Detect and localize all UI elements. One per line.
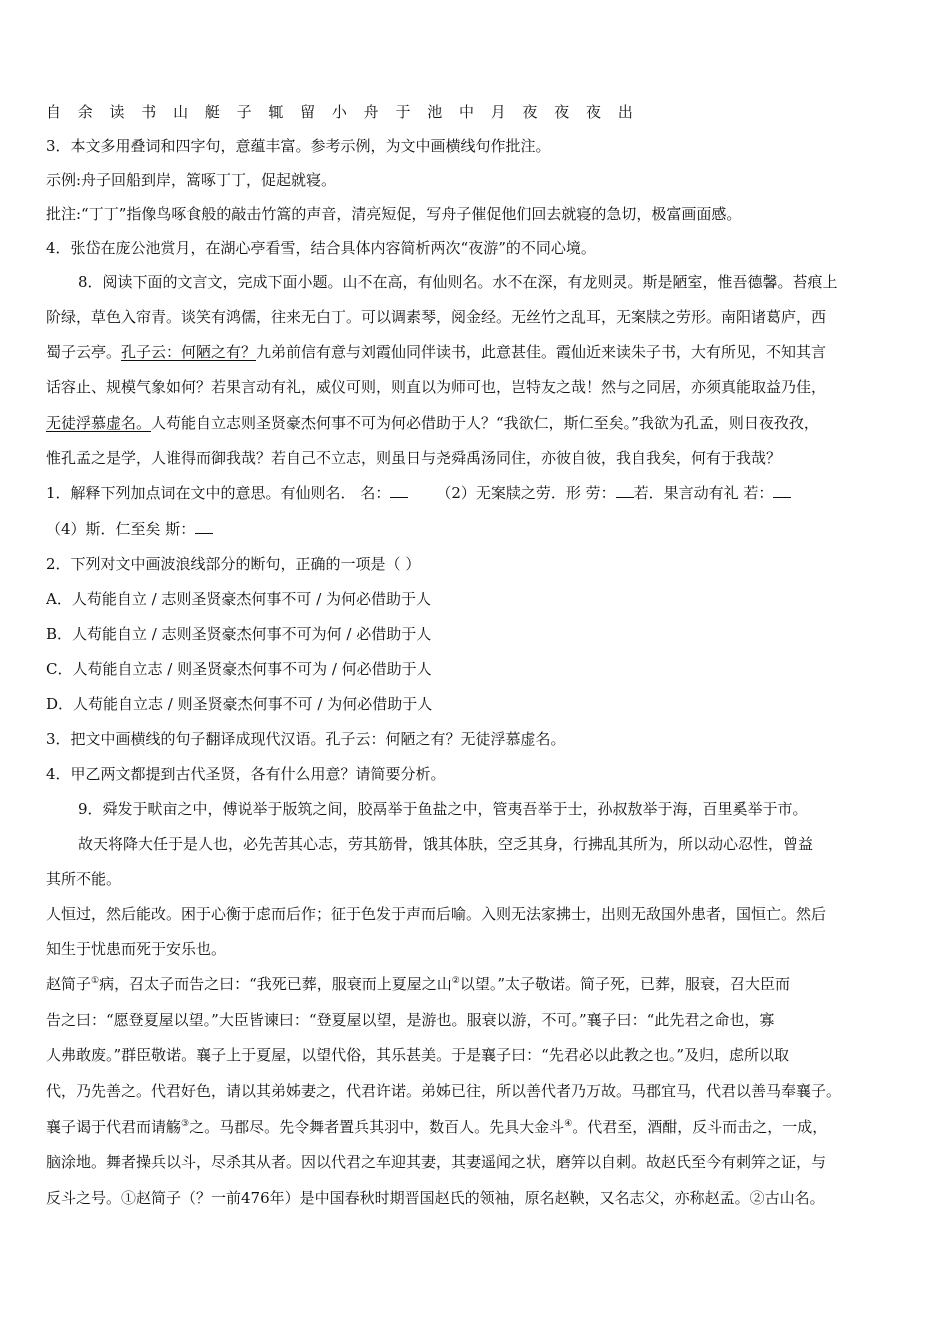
subquestion-3: 3．把文中画横线的句子翻译成现代汉语。孔子云：何陋之有？无徒浮慕虚名。 [46,730,566,748]
answer-blank [390,483,408,498]
passage-text: 襄子谒于代君而请觞 [46,1118,182,1136]
passage-8-line [46,412,908,434]
passage-text: 以望。”太子敬诺。简子死，已葬，服衰，召大臣而 [459,975,791,993]
passage-9-line: 人恒过，然后能改。困于心衡于虑而后作；征于色发于声而后喻。入则无法家拂士，出则无敌国外患者，国恒亡。然后 [46,905,827,923]
passage-10-line: 脑涂地。舞者操兵以斗，尽杀其从者。因以代君之车迎其妻，其妻遥闻之状，磨笄以自刺。故赵氏至今有刺笄之证，与 [46,1153,827,1171]
passage-text: 九弟前信有意与刘霞仙同伴读书，此意甚佳。霞仙近来读朱子书，大有所见，不知其言 [256,343,827,361]
passage-10-line: 代，乃先善之。代君好色，请以其弟姊妻之，代君许诺。弟姊已往，所以善代者乃万故。马郡宜马，代君以善马奉襄子。 [46,1082,842,1100]
subquestion-text: （2）无案牍之劳．形 劳： [436,484,616,502]
passage-10-line [46,973,908,995]
option-c: C．人苟能自立志 / 则圣贤豪杰何事不可为 / 何必借助于人 [46,660,432,678]
passage-8-line: 8．阅读下面的文言文，完成下面小题。山不在高，有仙则名。水不在深，有龙则灵。斯是陋室，惟吾德馨。苔痕上 [78,273,838,291]
question-4-prompt: 4．张岱在庞公池赏月，在湖心亭看雪，结合具体内容简析两次“夜游”的不同心境。 [46,239,596,257]
passage-10-line: 人弗敢废。”群臣敬诺。襄子上于夏屋，以望代俗，其乐甚美。于是襄子曰：“先君必以此教之也。”及归，虑所以取 [46,1046,790,1064]
passage-8-line: 话容止、规模气象如何？若果言动有礼，威仪可则，则直以为师可也，岂特友之哉！然与之同居，亦须真能取益乃佳， [46,378,827,396]
passage-text: 之。马郡尽。先令舞者置兵其羽中，数百人。先具大金斗 [189,1118,565,1136]
passage-8-line [46,341,908,363]
passage-text: 蜀子云亭。 [46,343,122,361]
passage-text: 。代君至，酒酣，反斗而击之，一成， [572,1118,828,1136]
subquestion-2: 2．下列对文中画波浪线部分的断句，正确的一项是（ ） [46,555,421,573]
question-3-prompt: 3．本文多用叠词和四字句，意蕴丰富。参考示例，为文中画横线句作批注。 [46,137,551,155]
option-a: A．人苟能自立 / 志则圣贤豪杰何事不可 / 为何必借助于人 [46,590,432,608]
option-b: B．人苟能自立 / 志则圣贤豪杰何事不可为何 / 必借助于人 [46,625,432,643]
footnote-line: 反斗之号。①赵简子（？一前476年）是中国春秋时期晋国赵氏的领袖，原名赵鞅，又名志父，亦称赵孟。②古山名。 [46,1189,825,1207]
annotation-sentence: 批注:“丁丁”指像鸟啄食般的敲击竹篙的声音，清亮短促，写舟子催促他们回去就寝的急切，极富画面感。 [46,205,742,223]
subquestion-text: （4）斯．仁至矣 斯： [46,520,196,538]
passage-10-line: 告之曰：“愿登夏屋以望。”大臣皆谏曰：“登夏屋以望，是游也。服衰以游，不可。”襄子曰：“此先君之命也，寡 [46,1011,775,1029]
subquestion-text: 若．果言动有礼 若： [633,484,774,502]
poem-line: 自 余 读 书 山 艇 子 辄 留 小 舟 于 池 中 月 夜 夜 夜 出 [46,103,639,121]
footnote-marker: ③ [181,1119,190,1129]
passage-text: 病，召太子而告之曰：“我死已葬，服衰而上夏屋之山 [99,975,452,993]
underlined-sentence: 无徒浮慕虚名。 [46,414,152,432]
answer-blank [616,483,634,498]
subquestion-4: 4．甲乙两文都提到古代圣贤，各有什么用意？请简要分析。 [46,765,446,783]
passage-9-line: 9．舜发于畎亩之中，傅说举于版筑之间，胶鬲举于鱼盐之中，管夷吾举于士，孙叔敖举于海，百里奚举于市。 [78,800,808,818]
passage-9-line: 其所不能。 [46,870,122,888]
passage-text: 赵简子 [46,975,92,993]
passage-8-line: 阶绿，草色入帘青。谈笑有鸿儒，往来无白丁。可以调素琴，阅金经。无丝竹之乱耳，无案牍之劳形。南阳诸葛庐，西 [46,308,827,326]
footnote-marker: ② [451,976,460,986]
footnote-marker: ① [91,976,100,986]
answer-blank [195,519,213,534]
passage-9-line: 故天将降大任于是人也，必先苦其心志，劳其筋骨，饿其体肤，空乏其身，行拂乱其所为，所以动心忍性，曾益 [78,835,814,853]
subquestion-1-part-4 [46,518,908,540]
passage-8-line: 惟孔孟之是学，人谁得而御我哉？若自己不立志，则虽日与尧舜禹汤同住，亦彼自彼，我自我矣，何有于我哉？ [46,449,782,467]
subquestion-1 [46,482,908,504]
passage-9-line: 知生于忧患而死于安乐也。 [46,940,227,958]
underlined-sentence: 孔子云：何陋之有？ [121,343,257,361]
footnote-marker: ④ [564,1119,573,1129]
passage-10-line [46,1116,908,1138]
option-d: D．人苟能自立志 / 则圣贤豪杰何事不可 / 为何必借助于人 [46,695,433,713]
passage-text: 人苟能自立志则圣贤豪杰何事不可为何必借助于人？“我欲仁，斯仁至矣。”我欲为孔孟，则日夜孜孜， [151,414,819,432]
answer-blank [773,483,791,498]
subquestion-text: 1．解释下列加点词在文中的意思。有仙则名． 名： [46,484,391,502]
example-sentence: 示例:舟子回船到岸，篙啄丁丁，促起就寝。 [46,171,337,189]
